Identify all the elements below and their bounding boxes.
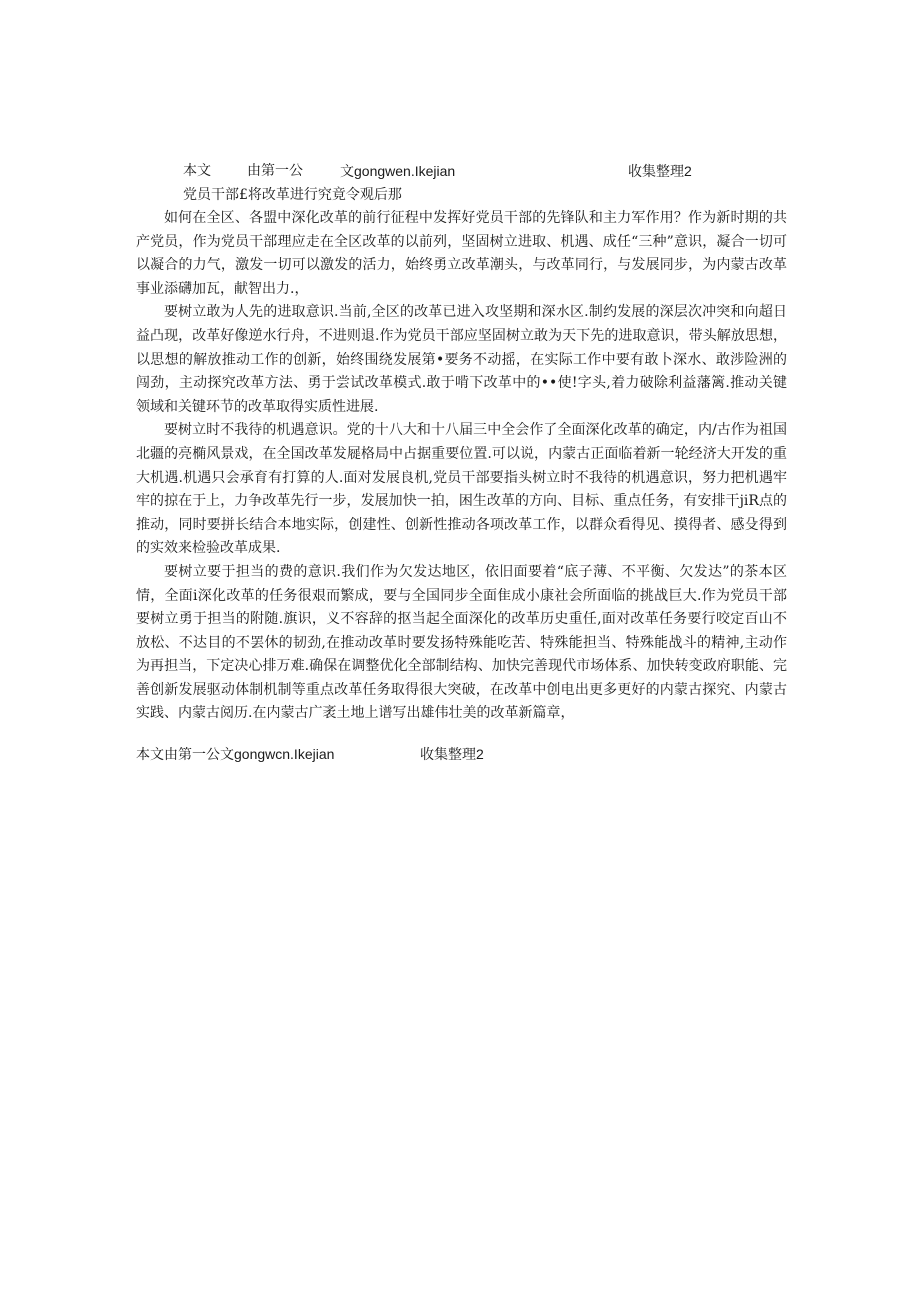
paragraph-2: 要树立敢为人先的进取意识.当前,全区的改革已进入攻坚期和深水区.制约发展的深层次冲突和向超日益凸现，改革好像逆水行舟，不进则退.作为党员干部应坚固树立敢为天下先的进取意识，带头解放思想，以思想的解放推动工作的创新，始终围绕发展第•要务不动摇，在实际工作中要有敢卜深水、敢涉险洲的闯劲，主动探究改革方法、勇于尝试改革模式.敢于啃下改革中的••使!字头,着力破除利益藩篱.推动关键领域和关键环节的改革取得实质性进展. [136,304,787,415]
source-footer [136,744,536,764]
paragraph-4: 要树立要于担当的费的意识.我们作为欠发达地区，依旧面要着“底子薄、不平衡、欠发达”的茶本区情，全面i深化改革的任务很艰而繁成，要与全国同步全面隹成小康社会所面临的挑战巨大.作为党员干部要树立勇于担当的附随.旗识，义不容辞的抠当起全面深化的改革历史重任,面对改革任务要行咬定百山不放松、不达目的不罢休的韧劲,在推动改革时要发扬特殊能吃苦、特殊能担当、特殊能战斗的精神,主动作为再担当，下定决心排万难.确保在调整优化全部制结构、加快完善现代市场体系、加快转变政府职能、完善创新发展驱动体制机制等重点改革任务取得很大突破，在改革中创电出更多更好的内蒙古探究、内蒙古实践、内蒙古阅历.在内蒙古广袤土地上谱写出雄伟壮美的改革新篇章， [136,563,787,722]
document-body [136,207,787,726]
header-part-4: 收集整理2 [628,163,692,179]
header-part-1: 本文 [183,163,211,179]
footer-part-1: 本文由第一公文gongwcn.Ikejian [136,746,335,762]
source-header [183,161,723,181]
paragraph-1: 如何在全区、各盟中深化改革的前行征程中发挥好党员干部的先锋队和主力军作用？作为新时期的共产党员，作为党员干部理应走在全区改革的以前列，坚固树立进取、机遇、成任“三种”意识，凝合一切可以凝合的力气，激发一切可以激发的活力，始终勇立改革潮头，与改革同行，与发展同步，为内蒙古改革事业添礴加瓦，献智出力.， [136,210,787,297]
paragraph-3: 要树立时不我待的机遇意识。党的十八大和十八届三中全会作了全面深化改革的确定，内/古作为祖国北疆的亮椭风景戏，在全国改革发屣格局中占据重要位置.可以说，内蒙古正面临着新一轮经济大开发的重大机遇.机遇只会承育有打算的人.面对发展良机,党员干部要指头树立时不我待的机遇意识，努力把机遇牢牢的掠在于上，力争改革先行一步，发展加快一拍，困生改革的方向、目标、重点任务，有安排干jiR点的推动，同时要拼长结合本地实际，创建性、创新性推动各项改革工作，以群众看得见、摸得者、感殳得到的实效来检验改革成果. [136,422,787,557]
header-part-2: 由第一公 [247,163,303,179]
header-part-3: 文gongwen.Ikejian [340,163,456,179]
footer-part-2: 收集整理2 [420,746,484,762]
document-title: 党员干部£将改革进行究竟令观后那 [183,187,402,203]
